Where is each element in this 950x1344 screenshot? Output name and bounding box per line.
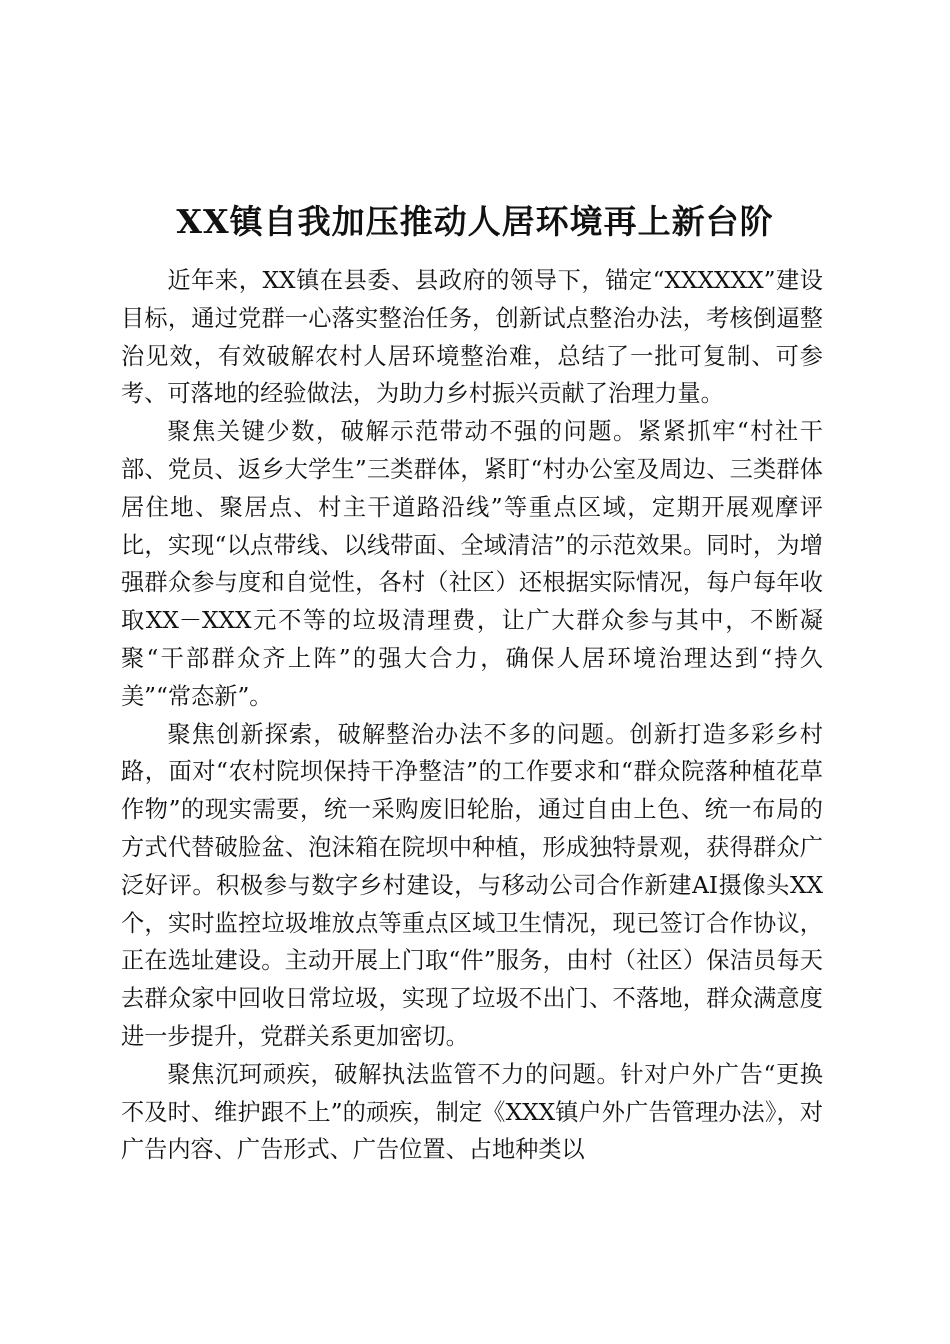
document-body [121,262,823,1169]
paragraph-intro: 近年来，XX镇在县委、县政府的领导下，锚定“XXXXXX”建设目标，通过党群一心落实整治任务，创新试点整治办法，考核倒逼整治见效，有效破解农村人居环境整治难，总结了一批可复制、可参考、可落地的经验做法，为助力乡村振兴贡献了治理力量。 [121,267,823,408]
paragraph-enforcement: 聚焦沉珂顽疾，破解执法监管不力的问题。针对户外广告“更换不及时、维护跟不上”的顽疾，制定《XXX镇户外广告管理办法》，对广告内容、广告形式、广告位置、占地种类以 [121,1060,823,1164]
paragraph-key-minority: 聚焦关键少数，破解示范带动不强的问题。紧紧抓牢“村社干部、党员、返乡大学生”三类群体，紧盯“村办公室及周边、三类群体居住地、聚居点、村主干道路沿线”等重点区域，定期开展观摩评比，实现“以点带线、以线带面、全域清洁”的示范效果。同时，为增强群众参与度和自觉性，各村（社区）还根据实际情况，每户每年收取XX－XXX元不等的垃圾清理费，让广大群众参与其中，不断凝聚“干部群众齐上阵”的强大合力，确保人居环境治理达到“持久美”“常态新”。 [121,418,823,710]
paragraph-innovation: 聚焦创新探索，破解整治办法不多的问题。创新打造多彩乡村路，面对“农村院坝保持干净整洁”的工作要求和“群众院落种植花草作物”的现实需要，统一采购废旧轮胎，通过自由上色、统一布局的方式代替破脸盆、泡沫箱在院坝中种植，形成独特景观，获得群众广泛好评。积极参与数字乡村建设，与移动公司合作新建AI摄像头XX个，实时监控垃圾堆放点等重点区域卫生情况，现已签订合作协议，正在选址建设。主动开展上门取“件”服务，由村（社区）保洁员每天去群众家中回收日常垃圾，实现了垃圾不出门、不落地，群众满意度进一步提升，党群关系更加密切。 [121,720,823,1050]
document-title: XX镇自我加压推动人居环境再上新台阶 [176,202,774,241]
